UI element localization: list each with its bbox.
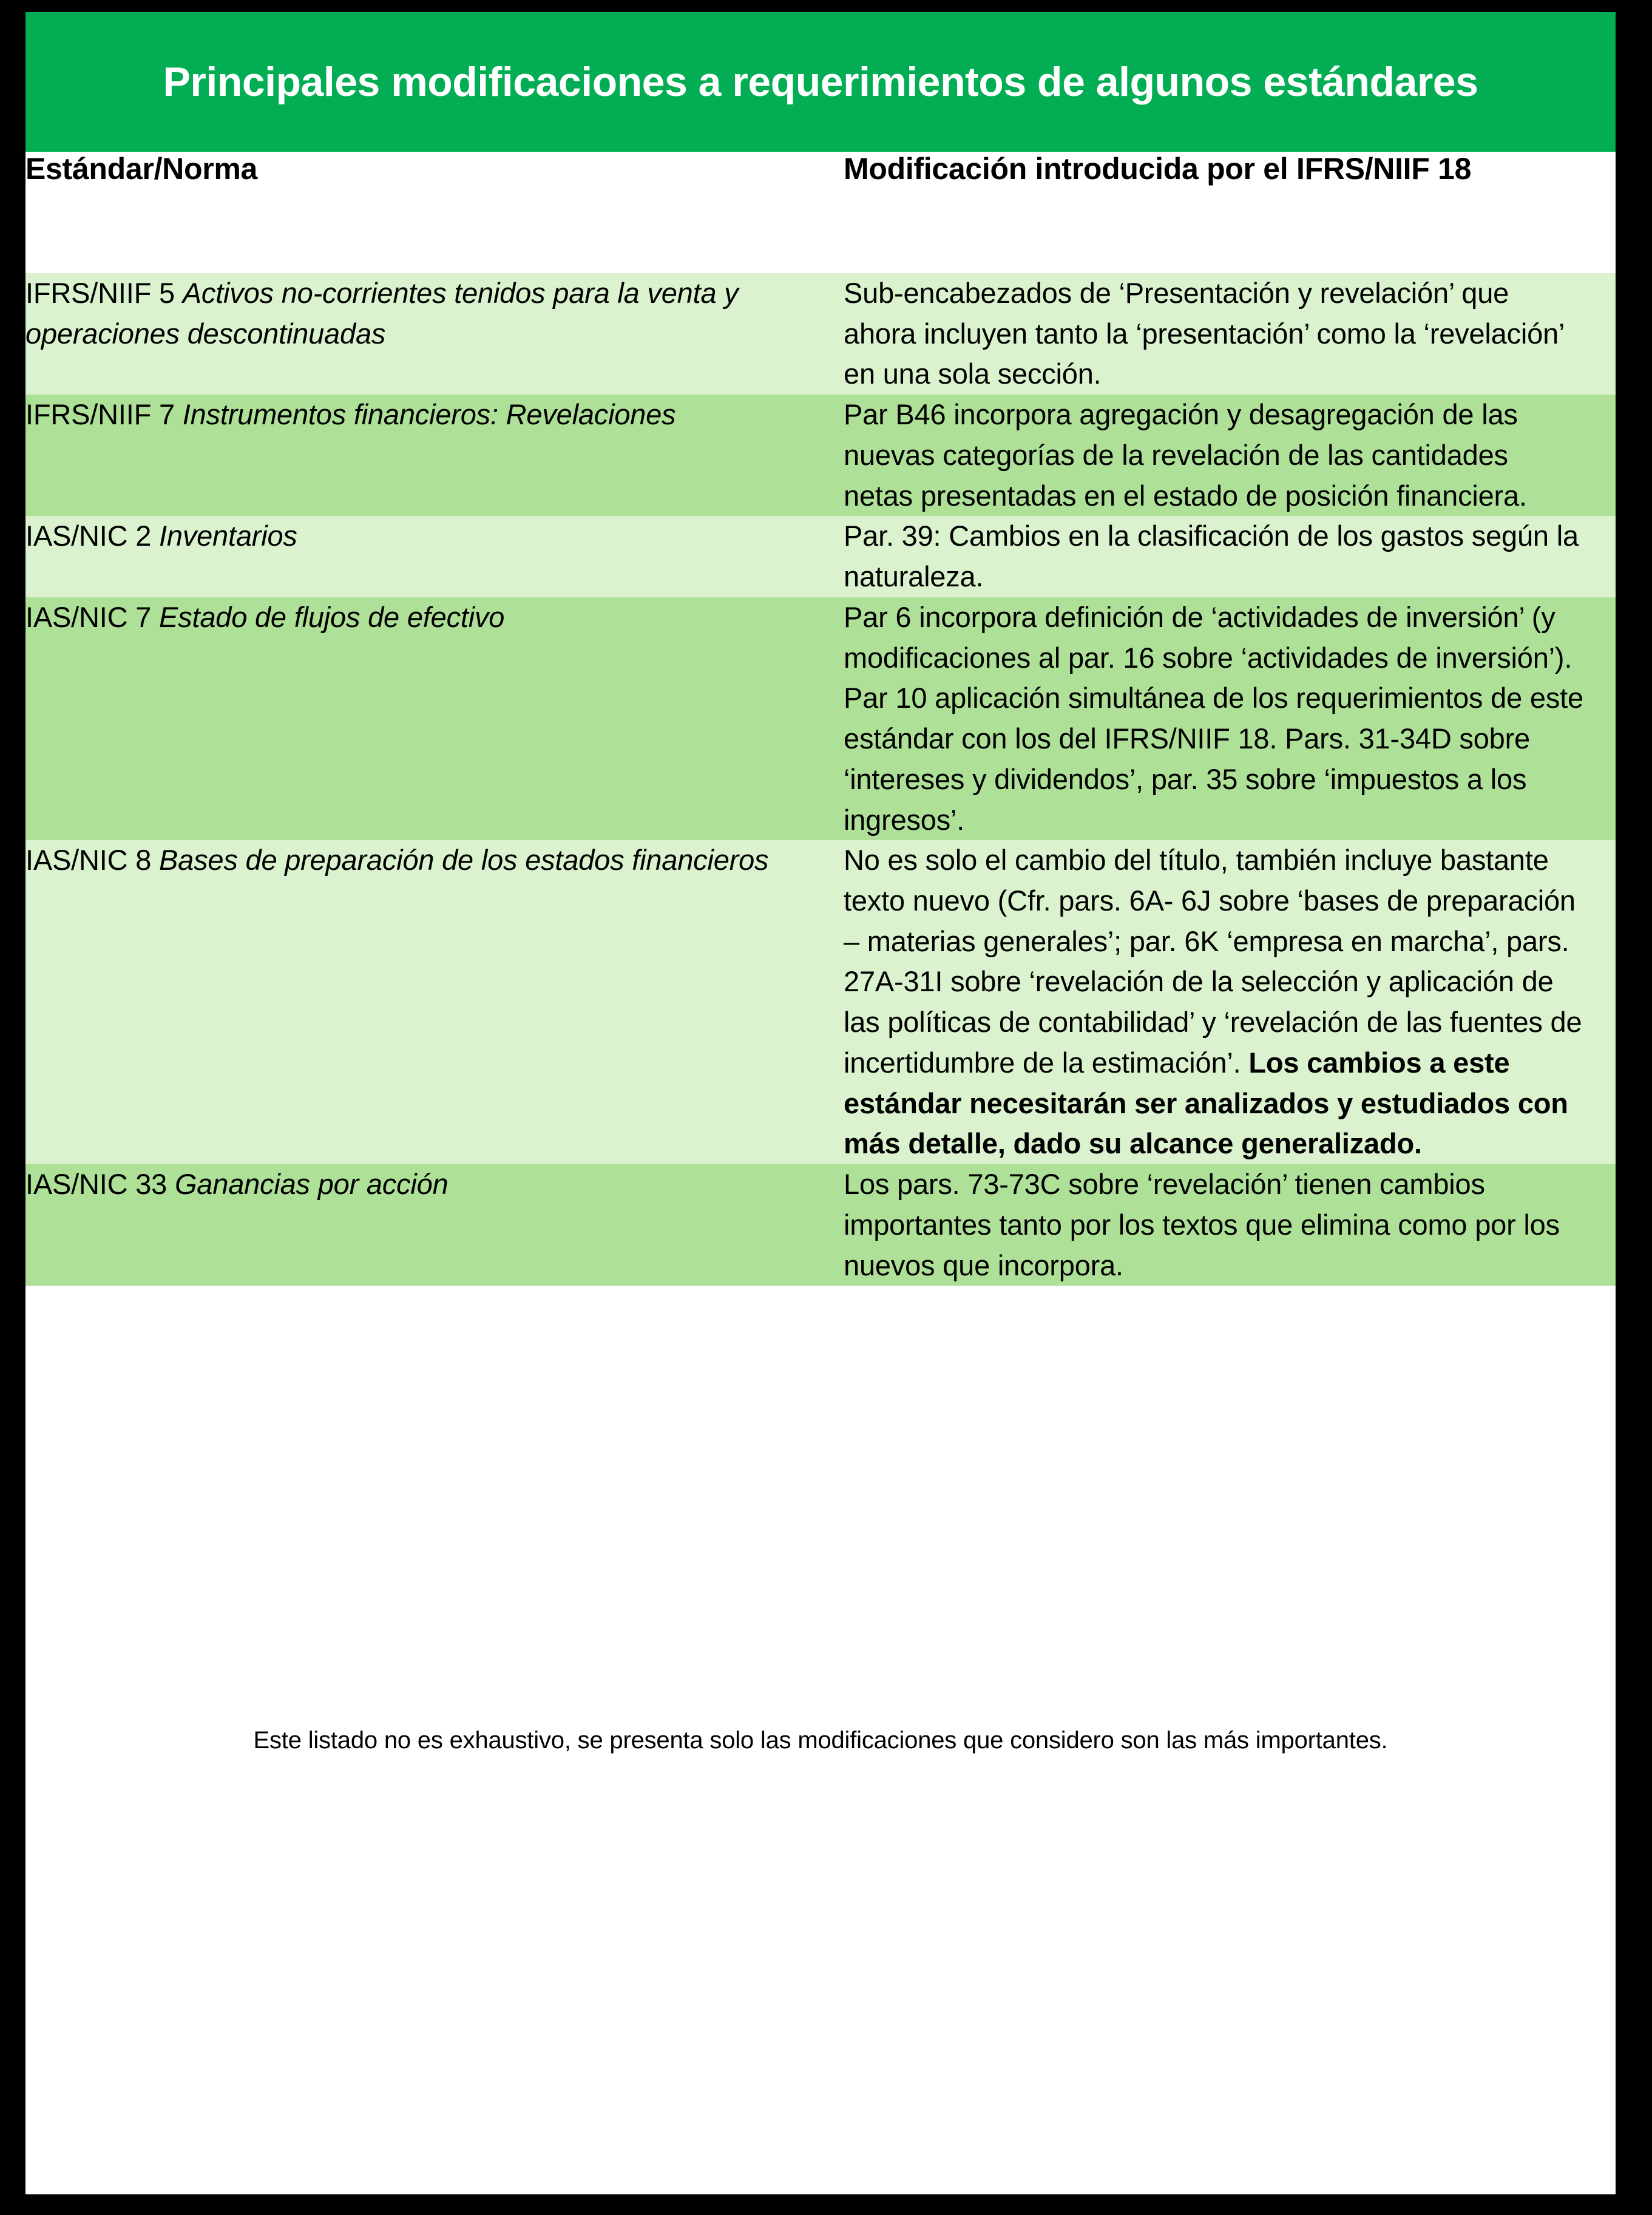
standard-code: IAS/NIC 7 bbox=[25, 600, 160, 633]
standard-title: Ganancias por acción bbox=[174, 1168, 449, 1201]
table-row bbox=[25, 273, 1616, 395]
footnote-text: Este listado no es exhaustivo, se presenta solo las modificaciones que considero son las más importantes. bbox=[253, 1726, 1388, 1754]
standard-title: Estado de flujos de efectivo bbox=[159, 600, 505, 633]
cell-standard bbox=[25, 395, 830, 516]
table-row bbox=[25, 395, 1616, 516]
page-title: Principales modificaciones a requerimientos de algunos estándares bbox=[163, 58, 1478, 105]
standard-code: IAS/NIC 2 bbox=[25, 520, 160, 552]
cell-modification bbox=[830, 1164, 1616, 1286]
cell-modification bbox=[830, 840, 1616, 1164]
footnote-area bbox=[25, 1286, 1616, 2194]
cell-standard bbox=[25, 516, 830, 597]
standard-name bbox=[25, 597, 830, 638]
cell-standard bbox=[25, 1164, 830, 1286]
table-header bbox=[25, 152, 1616, 273]
standard-name bbox=[25, 840, 830, 881]
modification-text bbox=[844, 840, 1584, 1164]
cell-modification bbox=[830, 516, 1616, 597]
standard-title: Inventarios bbox=[159, 520, 297, 552]
standard-name bbox=[25, 273, 830, 354]
cell-modification bbox=[830, 395, 1616, 516]
modification-text: Los pars. 73-73C sobre ‘revelación’ tienen cambios importantes tanto por los textos que elimina como por los nuevos que incorpora. bbox=[844, 1168, 1560, 1281]
standard-code: IFRS/NIIF 5 bbox=[25, 277, 183, 309]
standard-name bbox=[25, 395, 830, 435]
column-header-standard-label: Estándar/Norma bbox=[25, 152, 258, 186]
cell-modification bbox=[830, 273, 1616, 395]
document-sheet bbox=[25, 12, 1616, 2194]
cell-standard bbox=[25, 840, 830, 1164]
table-row bbox=[25, 1164, 1616, 1286]
table-row bbox=[25, 516, 1616, 597]
modification-text: Par 6 incorpora definición de ‘actividades de inversión’ (y modificaciones al par. 16 sobre ‘actividades de inversión’). Par 10 aplicación simultánea de los requerimientos de este estándar con los del IFRS/NIIF 18. Pars. 31-34D sobre ‘intereses y dividendos’, par. 35 sobre ‘impuestos a los ingresos’. bbox=[844, 600, 1583, 836]
standard-name bbox=[25, 516, 830, 557]
table-row bbox=[25, 597, 1616, 840]
modification-text: Par. 39: Cambios en la clasificación de los gastos según la naturaleza. bbox=[844, 520, 1579, 593]
table-row bbox=[25, 840, 1616, 1164]
standard-name bbox=[25, 1164, 830, 1205]
standard-title: Activos no-corrientes tenidos para la venta y operaciones descontinuadas bbox=[25, 277, 739, 350]
column-header-standard bbox=[25, 152, 830, 273]
standard-code: IAS/NIC 8 bbox=[25, 844, 160, 877]
column-header-modification bbox=[830, 152, 1616, 273]
standard-title: Instrumentos financieros: Revelaciones bbox=[182, 398, 676, 431]
modification-text-emphasis: Los cambios a este estándar necesitarán ser analizados y estudiados con más detalle, dado su alcance generalizado. bbox=[844, 1046, 1568, 1160]
column-header-modification-label: Modificación introducida por el IFRS/NIIF 18 bbox=[844, 152, 1472, 186]
table-body bbox=[25, 273, 1616, 1286]
table-header-row bbox=[25, 152, 1616, 273]
cell-standard bbox=[25, 273, 830, 395]
modification-text-regular: No es solo el cambio del título, también incluye bastante texto nuevo (Cfr. pars. 6A- 6J sobre ‘bases de preparación – materias generales’; par. 6K ‘empresa en marcha’, pars. 27A-31I sobre ‘revelación de la selección y aplicación de las políticas de contabilidad’ y ‘revelación de las fuentes de incertidumbre de la estimación’. bbox=[844, 844, 1582, 1079]
modification-text: Par B46 incorpora agregación y desagregación de las nuevas categorías de la revelación de las cantidades netas presentadas en el estado de posición financiera. bbox=[844, 398, 1527, 512]
standard-code: IAS/NIC 33 bbox=[25, 1168, 175, 1201]
standard-code: IFRS/NIIF 7 bbox=[25, 398, 183, 431]
standard-title: Bases de preparación de los estados financieros bbox=[159, 844, 769, 877]
modification-text: Sub-encabezados de ‘Presentación y revelación’ que ahora incluyen tanto la ‘presentación’ como la ‘revelación’ en una sola sección. bbox=[844, 277, 1564, 390]
standards-table bbox=[25, 152, 1616, 1286]
cell-modification bbox=[830, 597, 1616, 840]
title-banner bbox=[25, 12, 1616, 152]
cell-standard bbox=[25, 597, 830, 840]
